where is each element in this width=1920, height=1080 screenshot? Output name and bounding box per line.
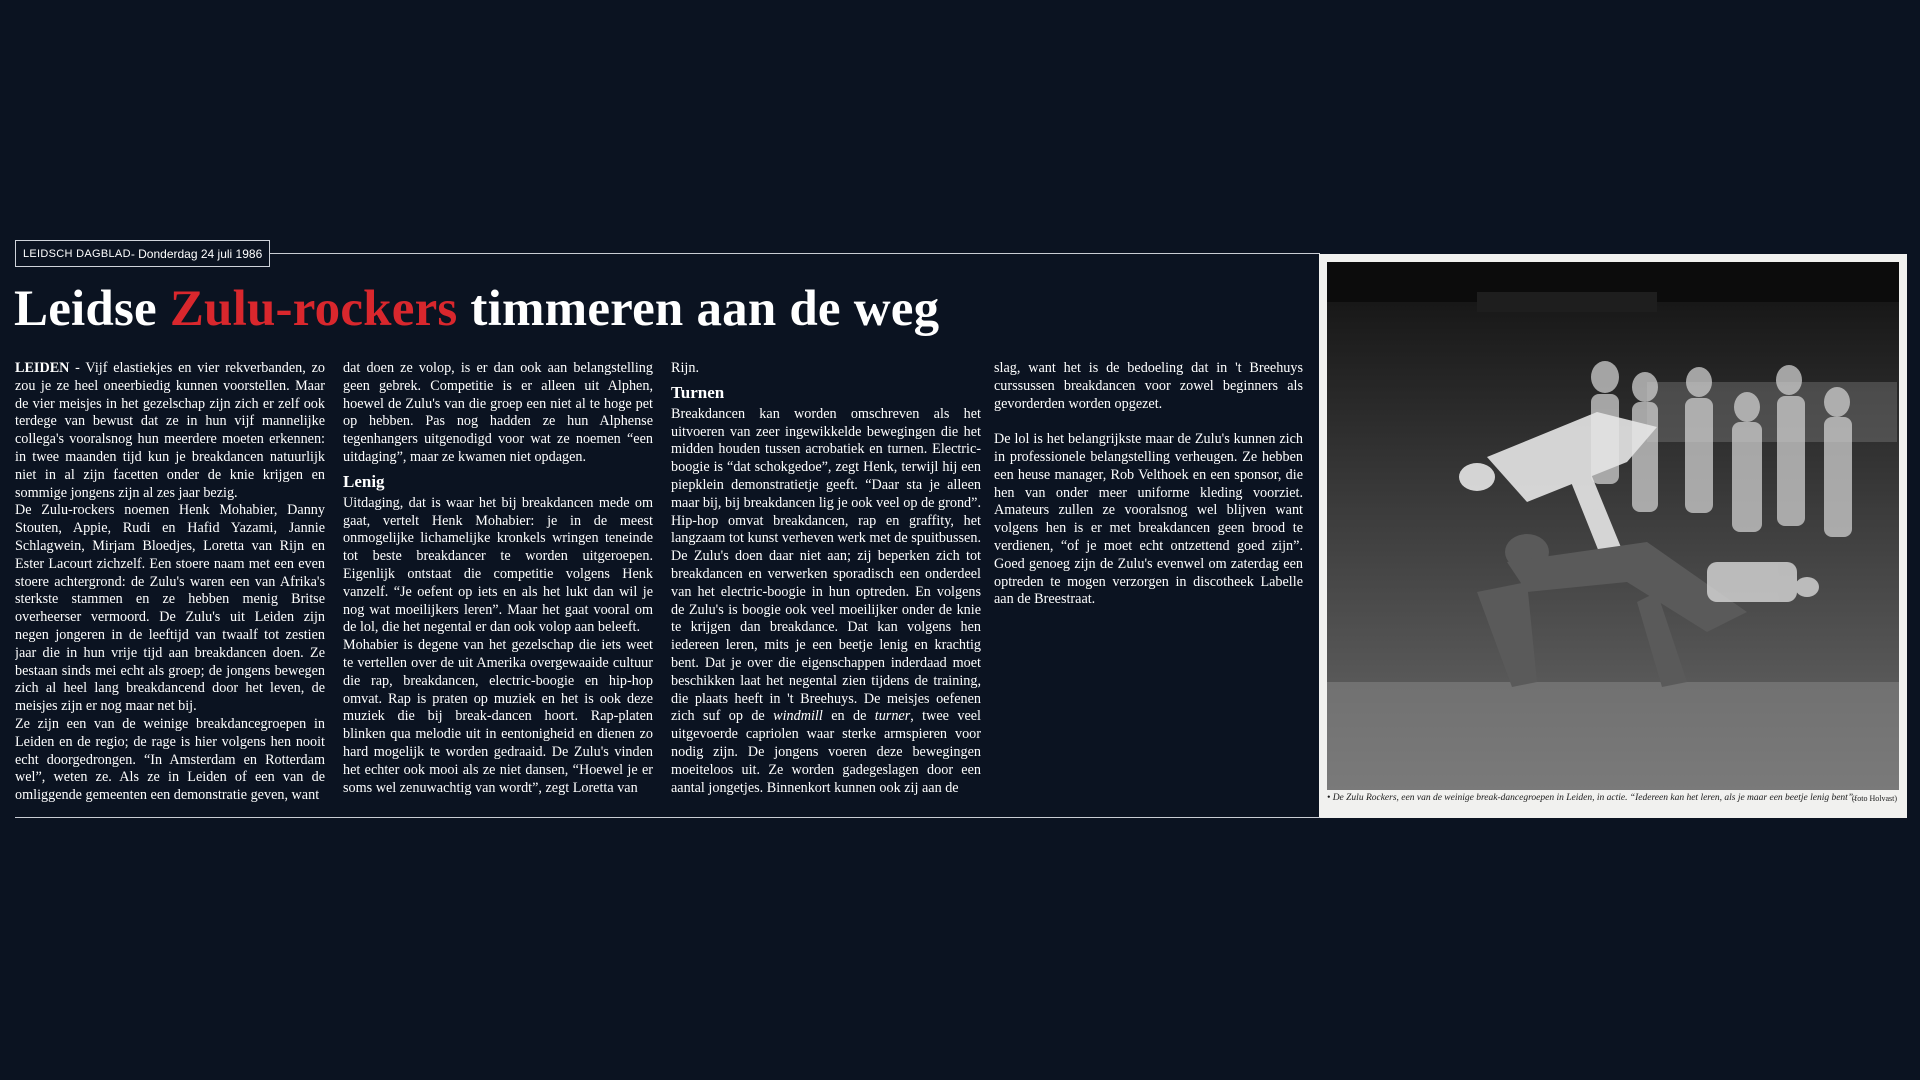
article-column-1 bbox=[15, 360, 325, 810]
article-paragraph-continued: Rijn. bbox=[671, 360, 699, 376]
newspaper-masthead bbox=[15, 240, 270, 267]
photo-caption: • De Zulu Rockers, een van de weinige break-dancegroepen in Leiden, in actie. “Iedereen kan het leren, als je maar een beetje lenig bent”. (foto Holvast) bbox=[1327, 793, 1897, 803]
photo-breakdancers-image bbox=[1327, 262, 1899, 790]
headline-accent: Zulu-rockers bbox=[169, 281, 458, 337]
subheading-turnen: Turnen bbox=[671, 382, 725, 402]
article-column-4 bbox=[994, 360, 1303, 810]
article-paragraph-continued: dat doen ze volop, is er dan ook aan belangstelling geen gebrek. Competitie is er alleen uit Alphen, hoewel de Zulu's van die groep een niet al te hoge pet op hebben. Pas nog hadden ze hun Alphense tegenhangers uitgenodigd voor wat ze noemen “een uitdaging”, maar ze kwamen niet opdagen. bbox=[343, 360, 653, 465]
photo-frame bbox=[1319, 254, 1907, 818]
article-column-3 bbox=[671, 360, 981, 810]
article-paragraph-continued: slag, want het is de bedoeling dat in 't Breehuys curssussen breakdancen voor zowel beginners als gevorderden worden opgezet. bbox=[994, 360, 1303, 412]
article-paragraph: Breakdancen kan worden omschreven als het uitvoeren van zeer ingewikkelde bewegingen die het midden houden tussen acrobatiek en turnen. Electric-boogie is “dat schokgedoe”, zegt Henk, terwijl hij een piepklein demonstratietje geeft. “Daar sta je alleen maar bij, bij breakdancen lig je ook veel op de grond”. Hip-hop omvat breakdancen, rap en graffity, het langzaam tot kunst verheven werk met de spuitbussen. De Zulu's doen daar niet aan; zij beperken zich tot breakdancen en verwerken sporadisch een onderdeel van het electric-boogie in hun optreden. En volgens de Zulu's is boogie ook veel moeilijker onder de knie te krijgen dan breakdance. Dat kan volgens hen iedereen leren, mits je een beetje lenig en krachtig bent. Dat je over die eigenschappen inderdaad moet beschikken laat het negental zien tijdens de training, die plaats heeft in 't Breehuys. De meisjes oefenen zich suf op de windmill en de turner, twee veel uitgevoerde capriolen waar sterke armspieren voor nodig zijn. De jongens voeren deze bewegingen moeiteloos uit. Ze worden gadegeslagen door een aantal jongetjes. Binnenkort kunnen ook zij aan de bbox=[671, 405, 981, 796]
article-headline bbox=[14, 281, 939, 337]
bottom-divider bbox=[15, 817, 1320, 818]
newspaper-name: LEIDSCH DAGBLAD bbox=[23, 247, 131, 260]
article-paragraph: LEIDEN - Vijf elastiekjes en vier rekverbanden, zo zou je ze heel oneerbiedig kunnen voorstellen. Maar de vier meisjes in het gezelschap zijn zich er zelf ook terdege van bewust dat ze in hun vijf mannelijke collega's vooralsnog hun meerdere moeten erkennen: in twee maanden tijd kun je breakdancen natuurlijk niet in al zijn facetten onder de knie krijgen en sommige jongens zijn al zes jaar bezig. bbox=[15, 360, 325, 501]
article-column-2 bbox=[343, 360, 653, 810]
photo-credit: (foto Holvast) bbox=[1851, 794, 1897, 803]
paragraph-gap bbox=[994, 413, 1303, 431]
headline-part-2: timmeren aan de weg bbox=[457, 281, 940, 337]
article-paragraph: De lol is het belangrijkste maar de Zulu's kunnen zich in professionele belangstelling verheugen. Ze hebben een heuse manager, Rob Velthoek en een sponsor, die hen van onder meer uniforme kleding voorziet. Amateurs zullen ze vooralsnog wel blijven want volgens hen is er met breakdancen geen brood te verdienen, “of je moet echt ontzettend goed zijn”. Goed genoeg zijn de Zulu's evenwel om zaterdag een optreden te mogen verzorgen in discotheek Labelle aan de Breestraat. bbox=[994, 431, 1303, 608]
article-paragraph: Mohabier is degene van het gezelschap die iets weet te vertellen over de uit Amerika overgewaaide cultuur die rap, breakdancen, electric-boogie en hip-hop omvat. Rap is praten op muziek en het is ook deze muziek die bij break-dancen hoort. Rap-platen blinken qua melodie uit in eentonigheid en dienen zo hard mogelijk te worden gedraaid. De Zulu's vinden het echter ook mooi als ze niet dansen, “Hoewel je er soms wel zenuwachtig van wordt”, zegt Loretta van bbox=[343, 637, 653, 796]
subheading-lenig: Lenig bbox=[343, 471, 385, 491]
publication-date: - Donderdag 24 juli 1986 bbox=[130, 246, 263, 261]
article-paragraph: Ze zijn een van de weinige breakdancegroepen in Leiden en de regio; de rage is hier volgens hen nooit echt doorgedrongen. “In Amsterdam en Rotterdam wel”, weten ze. Als ze in Leiden of een van de omliggende gemeenten een demonstratie geven, want bbox=[15, 715, 325, 804]
headline-part-1: Leidse bbox=[14, 281, 170, 337]
article-paragraph: De Zulu-rockers noemen Henk Mohabier, Danny Stouten, Appie, Rudi en Hafid Yazami, Jannie Schlagwein, Mirjam Bloedjes, Loretta van Rijn en Ester Lacourt zichzelf. Een stoere naam met een even stoere achtergrond: de Zulu's waren een van Afrika's sterkste stammen en ze hebben menig Britse overheerser vermoord. De Zulu's uit Leiden zijn negen jongeren in de leeftijd van twaalf tot zestien jaar die in hun vrije tijd aan breakdancen doen. Ze bestaan sinds mei echt als groep; de jongens bewegen zich al heel lang breakdancend door het leven, de meisjes zijn er nog maar net bij. bbox=[15, 502, 325, 715]
article-paragraph: Uitdaging, dat is waar het bij breakdancen mede om gaat, vertelt Henk Mohabier: je in de meest onmogelijke lichamelijke kronkels wringen teneinde tot beste breakdancer te worden uitgeroepen. Eigenlijk ontstaat die competitie volgens Henk vanzelf. “Je oefent op iets en als het lukt dan wil je nog wat moeilijkers leren”. Maar het gaat vooral om de lol, die het negental er dan ook volop aan beleeft. bbox=[343, 494, 653, 636]
top-divider bbox=[270, 253, 1320, 254]
